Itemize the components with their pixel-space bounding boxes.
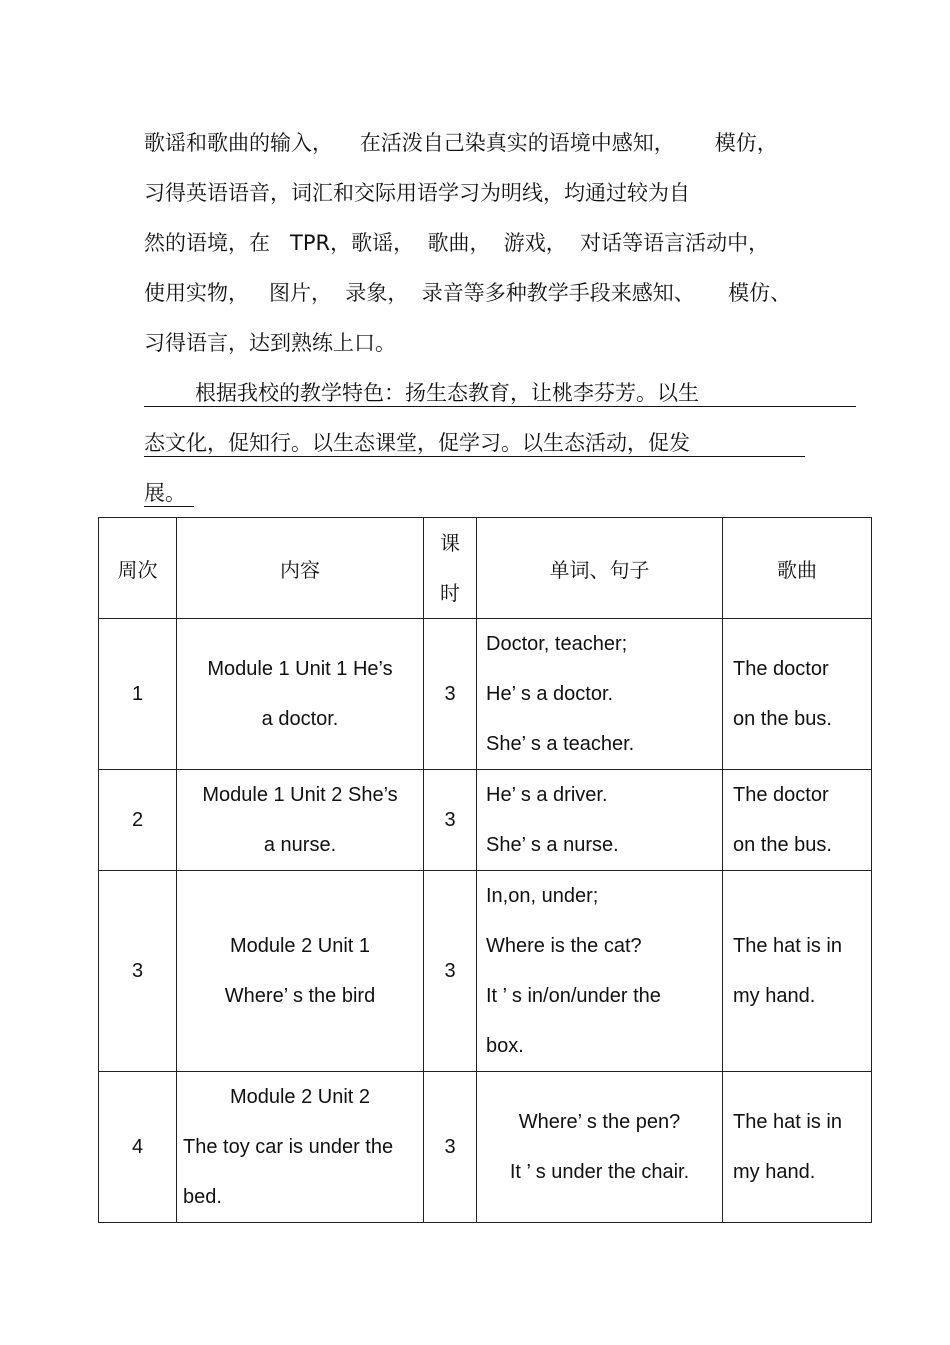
intro-paragraph [144,118,824,368]
header-hours [424,518,477,619]
week-cell: 4 [99,1072,177,1223]
table-row [99,770,872,871]
table-row [99,871,872,1072]
hours-cell: 3 [424,871,477,1072]
words-line: Doctor, teacher; [486,633,628,655]
words-line: It ’ s in/on/under the [486,985,661,1007]
school-feature-paragraph [144,368,824,518]
song-line: on the bus. [733,834,832,856]
text-line: 然的语境，在 TPR，歌谣， 歌曲， 游戏， 对话等语言活动中， [144,231,770,255]
content-line: Module 1 Unit 2 She’s [202,784,398,806]
words-cell [477,770,723,871]
song-line: The hat is in [733,935,842,957]
content-line: Module 2 Unit 2 [229,1086,371,1108]
song-cell [723,770,872,871]
header-week: 周次 [99,518,177,619]
words-line: It ’ s under the chair. [509,1161,690,1183]
words-cell [477,871,723,1072]
week-cell: 3 [99,871,177,1072]
text-line: 习得语言，达到熟练上口。 [144,331,396,355]
table-row [99,619,872,770]
song-line: The doctor [733,784,829,806]
words-line: Where is the cat? [486,935,642,957]
underlined-text-line: 展。 [144,480,194,507]
header-content: 内容 [177,518,424,619]
underlined-text-line: 根据我校的教学特色：扬生态教育，让桃李芬芳。以生 [144,380,856,407]
words-line: box. [486,1035,524,1057]
text-line: 使用实物， 图片， 录象， 录音等多种教学手段来感知、 模仿、 [144,281,792,305]
hours-cell: 3 [424,619,477,770]
underlined-text-line: 态文化，促知行。以生态课堂，促学习。以生态活动，促发 [144,430,805,457]
song-cell [723,619,872,770]
table-header-row [99,518,872,619]
content-cell [177,619,424,770]
week-cell: 1 [99,619,177,770]
week-cell: 2 [99,770,177,871]
words-line: She’ s a nurse. [486,834,619,856]
words-cell [477,1072,723,1223]
song-cell [723,871,872,1072]
content-line: Module 1 Unit 1 He’s [207,658,393,680]
text-line: 歌谣和歌曲的输入， 在活泼自己染真实的语境中感知， 模仿， [144,131,778,155]
content-line: a nurse. [263,834,337,856]
words-line: Where’ s the pen? [518,1111,681,1133]
words-line: He’ s a doctor. [486,683,614,705]
content-line: Where’ s the bird [224,985,376,1007]
song-line: my hand. [733,985,816,1007]
words-line: He’ s a driver. [486,784,608,806]
hours-cell: 3 [424,770,477,871]
text-line: 习得英语语音，词汇和交际用语学习为明线，均通过较为自 [144,181,690,205]
song-line: The doctor [733,658,829,680]
content-line: The toy car is under the [183,1136,394,1158]
header-song: 歌曲 [723,518,872,619]
song-cell [723,1072,872,1223]
song-line: my hand. [733,1161,816,1183]
table-row [99,1072,872,1223]
content-cell [177,1072,424,1223]
song-line: on the bus. [733,708,832,730]
words-cell [477,619,723,770]
header-hours-line: 时 [440,581,460,605]
content-line: a doctor. [261,708,339,730]
teaching-schedule-table [98,517,872,1223]
header-hours-line: 课 [440,531,460,555]
content-line: Module 2 Unit 1 [229,935,371,957]
song-line: The hat is in [733,1111,842,1133]
content-line: bed. [183,1186,222,1208]
words-line: She’ s a teacher. [486,733,635,755]
header-words: 单词、句子 [477,518,723,619]
words-line: In,on, under; [486,885,599,907]
content-cell [177,871,424,1072]
hours-cell: 3 [424,1072,477,1223]
content-cell [177,770,424,871]
